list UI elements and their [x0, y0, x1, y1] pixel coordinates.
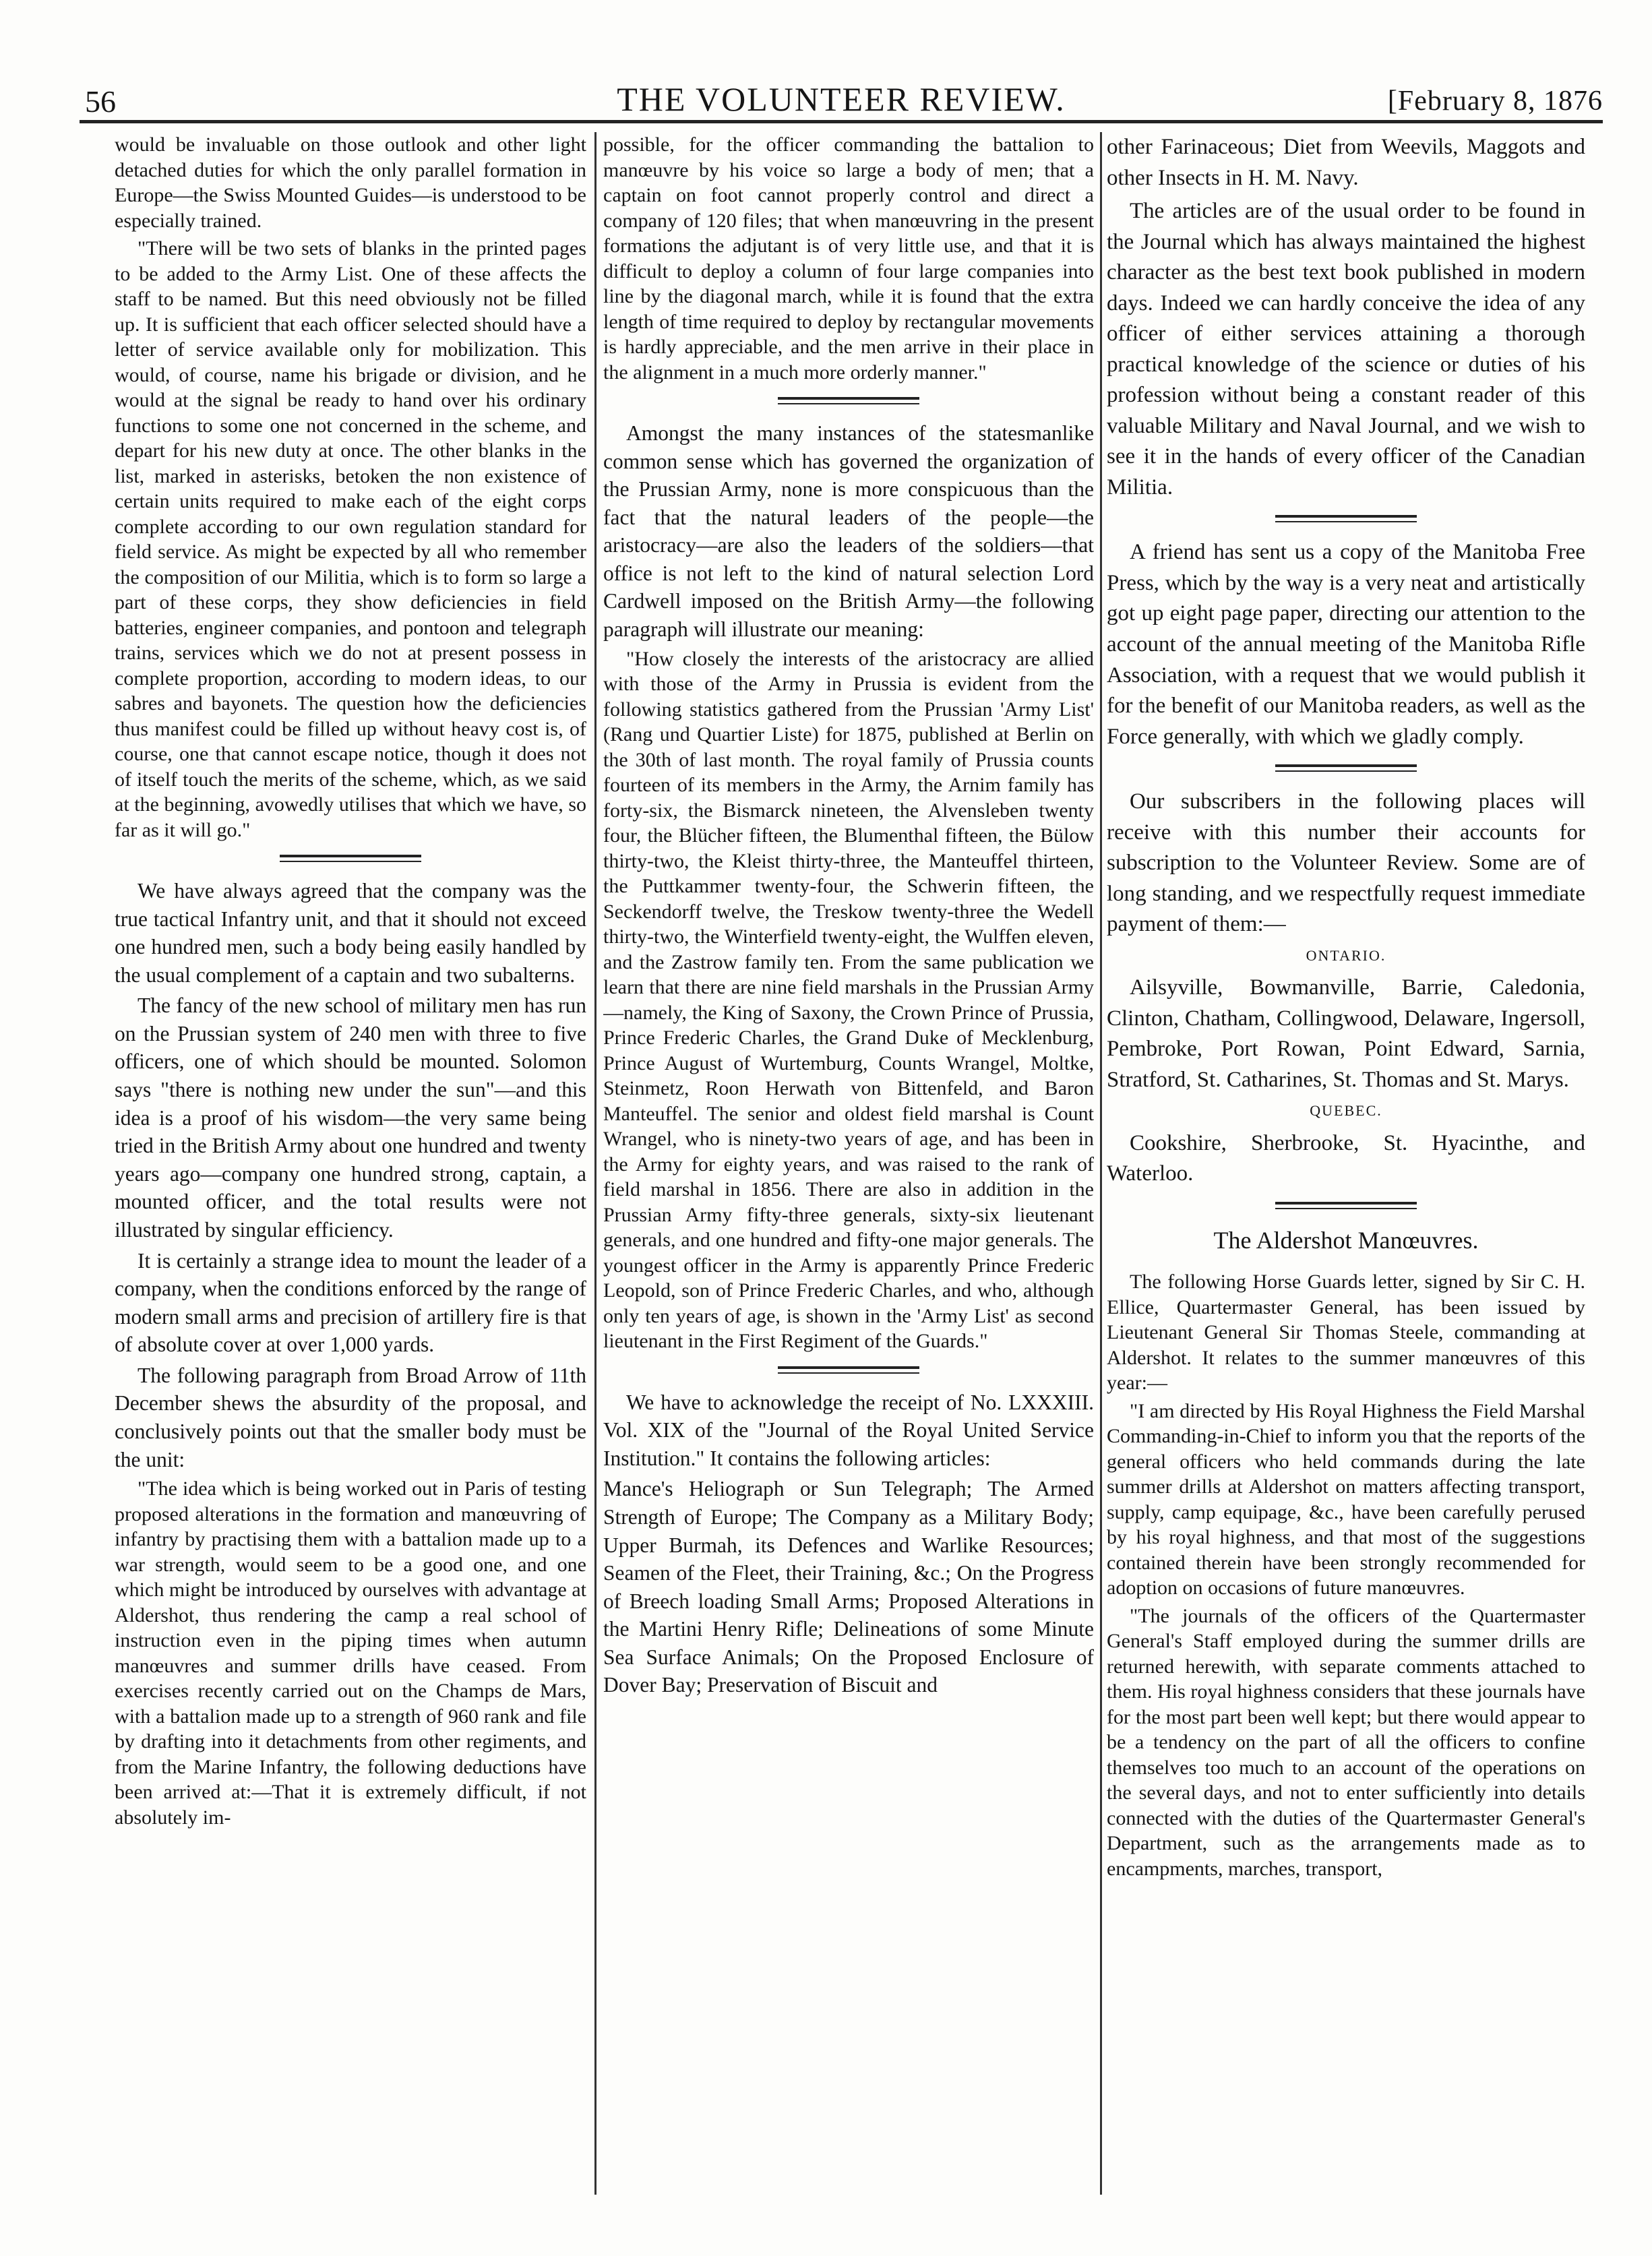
paragraph: "There will be two sets of blanks in the printed pages to be added to the Army List. One of these affects the staff to be named. But this need obviously not be filled up. It is sufficient that each officer selected should have a letter of service available only for mobilization. This would, of course, name his brigade or division, and he would at the signal be ready to hand over his ordinary functions to some one not concerned in the scheme, and depart for his new duty at once. The other blanks in the list, marked in asterisks, betoken the non existence of certain units required to make each of the eight corps complete according to our own regulation standard for field service. As might be expected by all who remember the composition of our Militia, which is to form so large a part of these corps, they show deficiencies in field batteries, engineer companies, and pontoon and telegraph trains, services which we do not at present possess in complete proportion, according to modern ideas, to our sabres and bayonets. The question how the deficiencies thus manifest could be filled up without heavy cost is, of course, one that cannot escape notice, though it does not of itself touch the merits of the scheme, which, as we said at the beginning, avowedly utilises that which we have, so far as it will go.": [115, 237, 586, 841]
paragraph: "I am directed by His Royal Highness the Field Marshal Commanding-in-Chief to inform you that the reports of the general officers who held commands during the late summer drills at Aldershot on matters affecting transport, supply, camp equipage, &c., have been carefully perused by his royal highness, and that most of the suggestions contained therein have been strongly recommended for adoption on occasions of future manœuvres.: [1107, 1399, 1585, 1599]
paragraph: We have to acknowledge the receipt of No. LXXXIII. Vol. XIX of the "Journal of the Royal United Service Institution." It contains the following articles:: [603, 1390, 1094, 1470]
paragraph: The following paragraph from Broad Arrow of 11th December shews the absurdity of the proposal, and conclusively points out that the smaller body must be the unit:: [115, 1363, 586, 1471]
column-2: [603, 132, 1094, 2198]
paragraph: Our subscribers in the following places will receive with this number their accounts for subscription to the Volunteer Review. Some are of long standing, and we respectfully request immediate payment of them:—: [1107, 789, 1585, 937]
section-separator: [778, 397, 919, 404]
place-list: Ailsyville, Bowmanville, Barrie, Caledonia, Clinton, Chatham, Collingwood, Delaware, Ingersoll, Pembroke, Port Rowan, Point Edward, Sarnia, Stratford, St. Catharines, St. Thomas and St. Marys.: [1107, 975, 1585, 1092]
paragraph: possible, for the officer commanding the battalion to manœuvre by his voice so large a body of men; that a captain on foot cannot properly control and direct a company of 120 files; that when manœuvring in the present formations the adjutant is of very little use, and that it is difficult to deploy a column of four large companies into line by the diagonal march, while it is found that the extra length of time required to deploy by rectangular movements is hardly appreciable, and the men arrive in their place in the alignment in a much more orderly manner.": [603, 133, 1094, 384]
issue-date: [February 8, 1876: [1387, 86, 1603, 117]
paragraph: A friend has sent us a copy of the Manitoba Free Press, which by the way is a very neat and artistically got up eight page paper, directing our attention to the account of the annual meeting of the Manitoba Rifle Association, with a request that we would publish it for the benefit of our Manitoba readers, as well as the Force generally, with which we gladly comply.: [1107, 540, 1585, 749]
article-title: The Aldershot Manœuvres.: [1213, 1226, 1479, 1254]
journal-title: THE VOLUNTEER REVIEW.: [617, 80, 1066, 118]
paragraph: "The idea which is being worked out in Paris of testing proposed alterations in the formation and manœuvring of infantry by practising them with a battalion made up to a war strength, would seem to be a good one, and one which might be introduced by ourselves with advantage at Aldershot, thus rendering the camp a real school of instruction even in the piping times when autumn manœuvres and summer drills have ceased. From exercises recently carried out on the Champs de Mars, with a battalion made up to a strength of 960 rank and file by drafting into it detachments from other regiments, and from the Marine Infantry, the following deductions have been arrived at:—That it is extremely difficult, if not absolutely im-: [115, 1477, 586, 1829]
paragraph: "The journals of the officers of the Quartermaster General's Staff employed during the summer drills are returned herewith, with separate comments attached to them. His royal highness considers that these journals have for the most part been well kept; but there would appear to be a tendency on the part of all the officers to confine themselves too much to an account of the operations on the several days, and not to enter sufficiently into details connected with the duties of the Quartermaster General's Department, such as the arrangements made as to encampments, marches, transport,: [1107, 1604, 1585, 1880]
paragraph: other Farinaceous; Diet from Weevils, Maggots and other Insects in H. M. Navy.: [1107, 135, 1585, 190]
paragraph: Amongst the many instances of the statesmanlike common sense which has governed the organization of the Prussian Army, none is more conspicuous than the fact that the natural leaders of the people—the aristocracy—are also the leaders of the soldiers—that office is not left to the kind of natural selection Lord Cardwell imposed on the British Army—the following paragraph will illustrate our meaning:: [603, 421, 1094, 642]
paragraph: We have always agreed that the company was the true tactical Infantry unit, and that it should not exceed one hundred men, such a body being easily handled by the usual complement of a captain and two subalterns.: [115, 879, 586, 987]
page-header: [80, 73, 1603, 120]
column-1: [115, 132, 586, 2198]
paragraph: Mance's Heliograph or Sun Telegraph; The Armed Strength of Europe; The Company as a Military Body; Upper Burmah, its Defences and Warlike Resources; Seamen of the Fleet, their Training, &c.; On the Progress of Breech loading Small Arms; Proposed Alterations in the Martini Henry Rifle; Delineations of some Minute Sea Surface Animals; On the Proposed Enclosure of Dover Bay; Preservation of Biscuit and: [603, 1477, 1094, 1697]
section-separator: [778, 1366, 919, 1374]
column-divider: [594, 132, 596, 2195]
region-heading-quebec: QUEBEC.: [1310, 1102, 1382, 1120]
section-separator: [280, 855, 421, 862]
section-separator: [1275, 515, 1417, 522]
region-heading-ontario: ONTARIO.: [1306, 946, 1386, 964]
paragraph: It is certainly a strange idea to mount the leader of a company, when the conditions enforced by the range of modern small arms and precision of artillery fire is that of absolute cover at over 1,000 yards.: [115, 1248, 586, 1357]
paragraph: would be invaluable on those outlook and other light detached duties for which the only parallel formation in Europe—the Swiss Mounted Guides—is understood to be especially trained.: [115, 133, 586, 232]
paragraph: "How closely the interests of the aristocracy are allied with those of the Army in Prussia is evident from the following statistics gathered from the Prussian 'Army List' (Rang und Quartier Liste) for 1875, published at Berlin on the 30th of last month. The royal family of Prussia counts fourteen of its members in the Army, the Arnim family has forty-six, the Bismarck nineteen, the Alvensleben twenty four, the Blücher fifteen, the Blumenthal fifteen, the Bülow thirty-two, the Kleist thirty-three, the Manteuffel thirteen, the Puttkammer twenty-four, the Schwerin fifteen, the Seckendorff twelve, the Treskow twenty-three the Wedell thirty-two, the Winterfield twenty-eight, the Wulffen eleven, and the Zastrow family ten. From the same publication we learn that there are nine field marshals in the Prussian Army—namely, the King of Saxony, the Crown Prince of Prussia, Prince Frederic Charles, the Grand Duke of Mecklenburg, Prince August of Wurtemburg, Counts Wrangel, Moltke, Steinmetz, Roon Herwath von Bittenfeld, and Baron Manteuffel. The senior and oldest field marshal is Count Wrangel, who is ninety-two years of age, and has been in the Army for eighty years, and was raised to the rank of field marshal in 1856. There are also in addition in the Prussian Army fifty-three generals, sixty-six lieutenant generals, and one hundred and fifty-one major generals. The youngest officer in the Army is apparently Prince Frederic Leopold, son of Prince Frederic Charles, and who, although only ten years of age, is shown in the 'Army List' as second lieutenant in the First Regiment of the Guards.": [603, 647, 1094, 1353]
paragraph: The articles are of the usual order to be found in the Journal which has always maintained the highest character as the best text book published in modern days. Indeed we can hardly conceive the idea of any officer of either services attaining a thorough practical knowledge of the science or duties of his profession without being a constant reader of this valuable Military and Naval Journal, and we wish to see it in the hands of every officer of the Canadian Militia.: [1107, 199, 1585, 499]
section-separator: [1275, 1202, 1417, 1209]
place-list: Cookshire, Sherbrooke, St. Hyacinthe, and Waterloo.: [1107, 1130, 1585, 1186]
paragraph: The following Horse Guards letter, signed by Sir C. H. Ellice, Quartermaster General, has been issued by Lieutenant General Sir Thomas Steele, commanding at Aldershot. It relates to the summer manœuvres of this year:—: [1107, 1271, 1585, 1395]
page-number: 56: [85, 84, 116, 119]
column-divider: [1100, 132, 1102, 2195]
header-rule: [80, 120, 1603, 123]
column-3: [1107, 132, 1585, 2198]
paragraph: The fancy of the new school of military men has run on the Prussian system of 240 men with three to five officers, one of which should be mounted. Solomon says "there is nothing new under the sun"—and this idea is a proof of his wisdom—the very same being tried in the British Army about one hundred and twenty years ago—company one hundred strong, captain, a mounted officer, and the total results were not illustrated by singular efficiency.: [115, 994, 586, 1242]
section-separator: [1275, 764, 1417, 772]
